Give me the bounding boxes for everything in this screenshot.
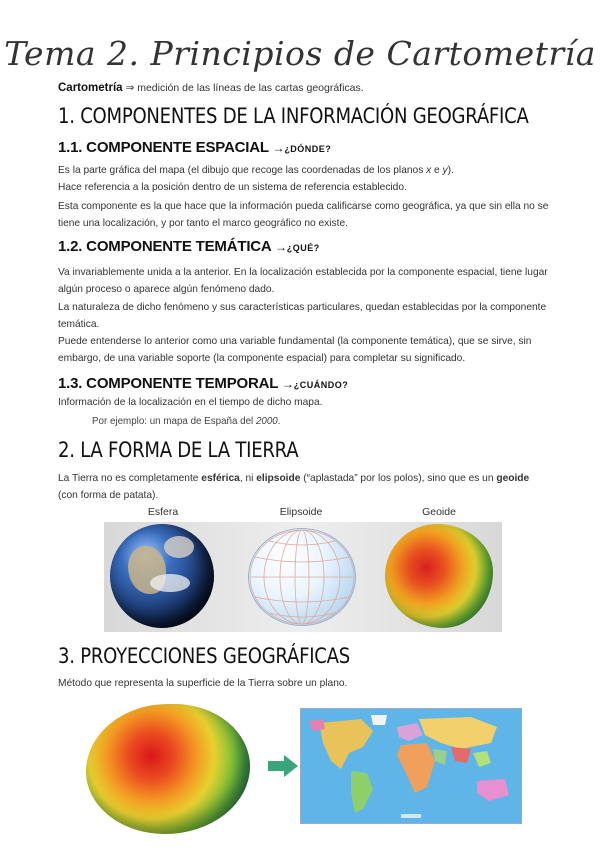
sphere-earth-image: [110, 524, 214, 628]
sub2-question: ¿QUÉ?: [286, 243, 320, 253]
section3-heading: 3. PROYECCIONES GEOGRÁFICAS: [58, 644, 350, 668]
sub2-paragraph-3: Puede entenderse lo anterior como una variable fundamental (la componente temática), que se sirve, sin embargo, de una variable soporte (la componente espacial) para completar su significado.: [58, 336, 532, 364]
page-title: Tema 2. Principios de Cartometría: [4, 34, 596, 73]
intro-term: Cartometría: [58, 82, 123, 94]
sub2-title: 1.2. COMPONENTE TEMÁTICA: [58, 238, 271, 255]
ellipsoid-image: [248, 528, 356, 626]
sub2-paragraph-2: La naturaleza de dicho fenómeno y sus características particulares, quedan establecidas por la componente temática.: [58, 302, 547, 330]
right-arrow-icon: →: [281, 377, 294, 391]
example-end: .: [277, 416, 281, 427]
sub1-paragraph-1: [58, 162, 558, 179]
s2-text-c: , ni: [239, 473, 257, 484]
sub1-paragraph-3: Esta componente es la que hace que la información pueda calificarse como geográfica, ya que sin ella no se tiene una localización, y por tanto el marco geográfico no existe.: [58, 201, 549, 229]
right-arrow-icon: →: [272, 141, 285, 155]
right-arrow-icon: [268, 755, 298, 782]
sub2-paragraph-1: Va invariablemente unida a la anterior. En la localización establecida por la componente espacial, tiene lugar algún proceso o aparece algún fenómeno dado.: [58, 267, 548, 295]
sub3-question: ¿CUÁNDO?: [293, 380, 349, 390]
sub3-example: [92, 413, 592, 430]
geoid-projection-image: [86, 704, 250, 834]
implies-arrow: ⇒: [125, 82, 135, 94]
sub1-p1-end: ).: [447, 165, 454, 176]
example-year: 2000: [255, 416, 278, 427]
label-elipsoide: Elipsoide: [279, 506, 323, 518]
sub1-p1-mid: e: [431, 165, 443, 176]
s2-text-d: (“aplastada” por los polos), sino que es un: [300, 473, 497, 484]
sub1-p1-y: y: [442, 165, 448, 176]
sub1-paragraph-2: Hace referencia a la posición dentro de un sistema de referencia establecido.: [58, 182, 407, 193]
s2-bold-elipsoide: elipsoide: [256, 473, 301, 484]
sub3-title: 1.3. COMPONENTE TEMPORAL: [58, 375, 278, 392]
sub3-heading: [58, 375, 348, 392]
s2-text-a: La Tierra no es completamente: [58, 473, 202, 484]
s2-text-e: (con forma de patata).: [58, 490, 159, 501]
s2-bold-geoide: geoide: [496, 473, 530, 484]
geoid-image: [385, 524, 493, 628]
s2-bold-esferica: esférica: [201, 473, 240, 484]
sub2-heading: [58, 238, 320, 255]
example-text: Por ejemplo: un mapa de España del: [92, 416, 256, 427]
sub1-p1-x: x: [426, 165, 432, 176]
sub1-title: 1.1. COMPONENTE ESPACIAL: [58, 139, 269, 156]
sub1-p1-text: Es la parte gráfica del mapa (el dibujo que recoge las coordenadas de los planos: [58, 165, 427, 176]
label-geoide: Geoide: [422, 506, 456, 518]
section2-paragraph: [58, 470, 548, 504]
intro-text: medición de las líneas de las cartas geográficas.: [137, 82, 364, 94]
intro-line: [58, 82, 364, 94]
sub1-question: ¿DÓNDE?: [284, 144, 332, 154]
right-arrow-icon: →: [274, 240, 287, 254]
world-map-image: [300, 708, 522, 824]
section2-heading: 2. LA FORMA DE LA TIERRA: [58, 438, 299, 462]
sub1-heading: [58, 139, 331, 156]
section3-paragraph: Método que representa la superficie de la Tierra sobre un plano.: [58, 678, 348, 689]
label-esfera: Esfera: [147, 506, 179, 518]
section1-heading: 1. COMPONENTES DE LA INFORMACIÓN GEOGRÁFICA: [58, 104, 529, 128]
sub3-paragraph-1: Información de la localización en el tiempo de dicho mapa.: [58, 397, 323, 408]
